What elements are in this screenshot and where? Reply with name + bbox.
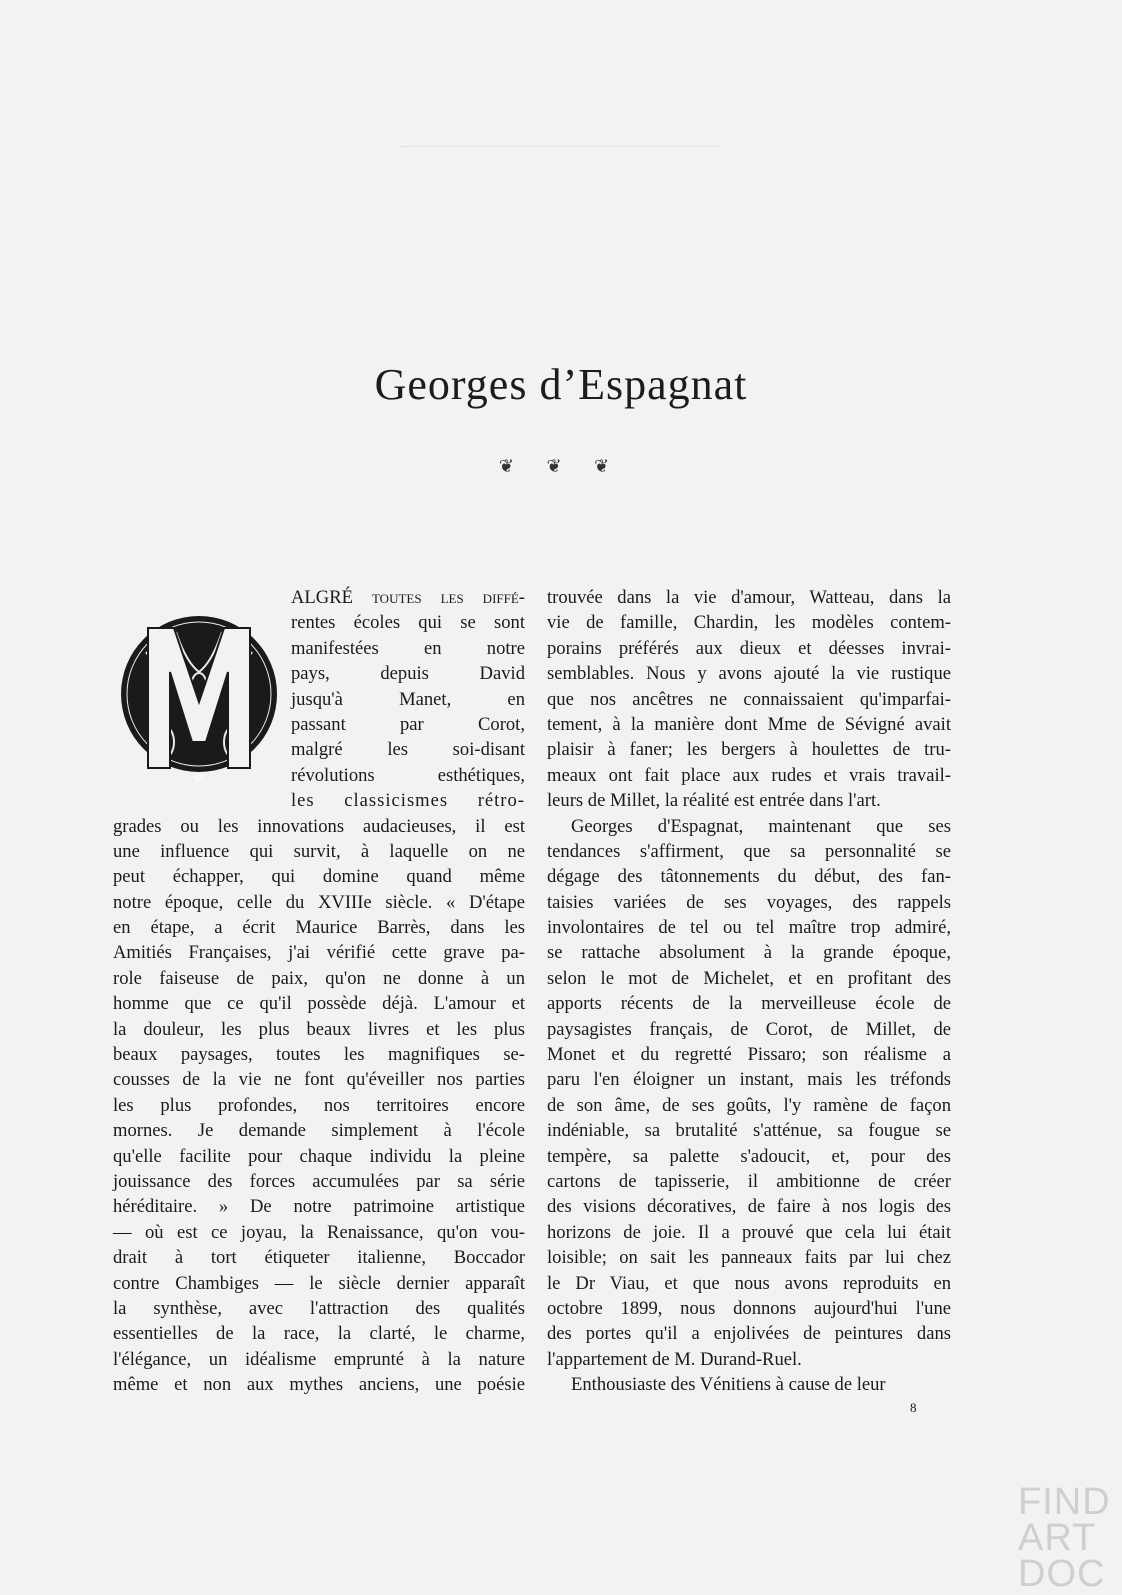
- text-line: manifestées en notre: [291, 637, 525, 659]
- text-line: les plus profondes, nos territoires encore: [113, 1094, 525, 1116]
- text-line: même et non aux mythes anciens, une poésie: [113, 1374, 525, 1396]
- text-line: plaisir à faner; les bergers à houlettes de tru-: [547, 739, 951, 761]
- text-line: l'élégance, un idéalisme emprunté à la nature: [113, 1348, 525, 1370]
- left-column: [113, 585, 525, 1398]
- text-line: vie de famille, Chardin, les modèles contem-: [547, 612, 951, 634]
- text-line: Georges d'Espagnat, maintenant que ses: [571, 815, 951, 837]
- text-line: le Dr Viau, et que nous avons reproduits en: [547, 1272, 951, 1294]
- text-line: — où est ce joyau, la Renaissance, qu'on vou-: [113, 1221, 525, 1243]
- text-line: en étape, a écrit Maurice Barrès, dans les: [113, 917, 525, 939]
- text-line: dégage des tâtonnements du début, des fan-: [547, 866, 951, 888]
- watermark-line: DOC: [1018, 1553, 1106, 1595]
- text-line: jusqu'à Manet, en: [291, 688, 525, 710]
- text-line: drait à tort étiqueter italienne, Boccador: [113, 1247, 525, 1269]
- text-line: peut échapper, qui domine quand même: [113, 866, 525, 888]
- text-line: Amitiés Françaises, j'ai vérifié cette grave pa-: [113, 942, 525, 964]
- text-line: Enthousiaste des Vénitiens à cause de leur: [571, 1374, 886, 1396]
- text-line: des visions décoratives, de faire à nos logis des: [547, 1196, 951, 1218]
- text-line: octobre 1899, nous donnons aujourd'hui l'une: [547, 1297, 951, 1319]
- text-line: l'appartement de M. Durand-Ruel.: [547, 1348, 802, 1370]
- text-line: homme que ce qu'il possède déjà. L'amour et: [113, 993, 525, 1015]
- text-line: tendances s'affirment, que sa personnalité se: [547, 840, 951, 862]
- text-line: passant par Corot,: [291, 713, 525, 735]
- watermark-logo: [1018, 1481, 1122, 1595]
- text-line: indéniable, sa brutalité s'atténue, sa fougue se: [547, 1120, 951, 1142]
- page-number: 8: [910, 1400, 917, 1415]
- text-line: que nos ancêtres ne connaissaient qu'imparfai-: [547, 688, 951, 710]
- text-line: une influence qui survit, à laquelle on ne: [113, 840, 525, 862]
- text-line: pays, depuis David: [291, 663, 525, 685]
- right-column: [547, 585, 951, 1398]
- text-line: paysagistes français, de Corot, de Millet, de: [547, 1018, 951, 1040]
- text-line: jouissance des forces accumulées par sa série: [113, 1170, 525, 1192]
- text-line: leurs de Millet, la réalité est entrée dans l'art.: [547, 790, 881, 812]
- text-line: paru l'en éloigner un instant, mais les tréfonds: [547, 1069, 951, 1091]
- text-line: les classicismes rétro-: [291, 790, 525, 812]
- text-line: selon le mot de Michelet, et en profitant des: [547, 967, 951, 989]
- text-line: trouvée dans la vie d'amour, Watteau, dans la: [547, 587, 951, 608]
- text-line: héréditaire. » De notre patrimoine artistique: [113, 1196, 525, 1218]
- text-line: semblables. Nous y avons ajouté la vie rustique: [547, 663, 951, 685]
- text-line: apports récents de la merveilleuse école de: [547, 993, 951, 1015]
- text-line: horizons de joie. Il a prouvé que cela lui était: [547, 1221, 951, 1243]
- article-title: Georges d’Espagnat: [374, 360, 748, 410]
- text-line: beaux paysages, toutes les magnifiques se-: [113, 1044, 525, 1066]
- text-line: taisies variées de ses voyages, des rappels: [547, 891, 951, 913]
- title-ornament: ❦ ❦ ❦: [498, 456, 624, 476]
- text-line: tement, à la manière dont Mme de Sévigné avait: [547, 713, 951, 735]
- dropcap-letter: M: [194, 774, 204, 785]
- text-line: se rattache absolument à la grande époque,: [547, 942, 951, 964]
- text-line: grades ou les innovations audacieuses, il est: [113, 815, 525, 837]
- text-line: de son âme, de ses goûts, l'y ramène de façon: [547, 1094, 951, 1116]
- text-line: la synthèse, avec l'attraction des qualités: [113, 1297, 525, 1319]
- text-line: qu'elle facilite pour chaque individu la pleine: [113, 1145, 525, 1167]
- text-line: porains préférés aux dieux et déesses invrai-: [547, 637, 951, 659]
- watermark-line: FIND: [1018, 1481, 1111, 1523]
- text-line: contre Chambiges — le siècle dernier apparaît: [113, 1272, 525, 1294]
- text-line: meaux ont fait place aux rudes et vrais travail-: [547, 764, 951, 786]
- text-line: essentielles de la race, la clarté, le charme,: [113, 1323, 525, 1345]
- watermark-line: ART: [1018, 1517, 1097, 1559]
- text-line: tempère, sa palette s'adoucit, et, pour des: [547, 1145, 951, 1167]
- text-line: loisible; on sait les panneaux faits par lui chez: [547, 1247, 951, 1269]
- text-line: rentes écoles qui se sont: [291, 612, 525, 634]
- faint-rule: [400, 146, 720, 148]
- text-line: des portes qu'il a enjolivées de peintures dans: [547, 1323, 951, 1345]
- text-line: la douleur, les plus beaux livres et les plus: [113, 1018, 525, 1040]
- text-line: malgré les soi-disant: [291, 739, 525, 761]
- text-line: révolutions esthétiques,: [291, 764, 525, 786]
- text-line: involontaires de tel ou tel maître trop admiré,: [547, 917, 951, 939]
- text-line: mornes. Je demande simplement à l'école: [113, 1120, 525, 1142]
- text-line: notre époque, celle du XVIIIe siècle. « D'étape: [113, 891, 525, 913]
- text-line: Monet et du regretté Pissaro; son réalisme a: [547, 1044, 951, 1066]
- text-line: role faiseuse de paix, qu'on ne donne à un: [113, 967, 525, 989]
- text-line: ALGRÉ toutes les diffé-: [291, 587, 525, 608]
- text-line: cartons de tapisserie, il ambitionne de créer: [547, 1170, 951, 1192]
- text-line: cousses de la vie ne font qu'éveiller nos parties: [113, 1069, 525, 1091]
